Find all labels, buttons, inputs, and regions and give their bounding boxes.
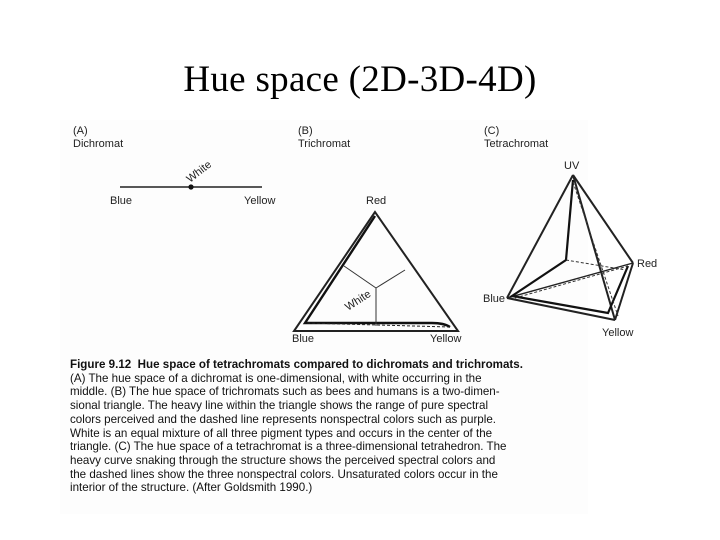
caption-line: colors perceived and the dashed line represents nonspectral colors such as purple. <box>70 412 496 426</box>
panel-b-letter: (B) <box>298 125 313 137</box>
caption-line: heavy curve snaking through the structure shows the perceived spectral colors and <box>70 453 496 467</box>
caption-line: White is an equal mixture of all three pigment types and occurs in the center of the <box>70 426 493 440</box>
label-b-yellow: Yellow <box>430 333 462 345</box>
label-a-blue: Blue <box>110 195 133 207</box>
spectral-color-curve <box>305 216 450 327</box>
label-b-white: White <box>343 288 374 314</box>
edge-uv-yellow <box>573 175 615 320</box>
label-b-red: Red <box>366 195 387 207</box>
label-c-yellow: Yellow <box>602 327 634 339</box>
nonspectral-dashed-3 <box>566 260 626 270</box>
label-c-red: Red <box>637 258 658 270</box>
trichromat-diagram <box>292 195 461 345</box>
label-c-uv: UV <box>564 160 580 172</box>
panel-a-letter: (A) <box>73 125 88 137</box>
figure-9-12 <box>60 120 658 514</box>
label-b-blue: Blue <box>292 333 315 345</box>
tetrachromat-diagram <box>483 160 657 339</box>
caption-heading <box>70 358 582 372</box>
dichromat-diagram <box>110 159 275 207</box>
figure-number: Figure 9.12 <box>70 358 132 371</box>
edge-blue-yellow <box>507 298 615 320</box>
panel-a-name: Dichromat <box>73 138 124 150</box>
caption-line: triangle. (C) The hue space of a tetrachromat is a three-dimensional tetrahedron. The <box>70 440 507 454</box>
label-a-white: White <box>184 158 215 186</box>
panel-c-name: Tetrachromat <box>484 138 549 150</box>
caption-line: (A) The hue space of a dichromat is one-dimensional, with white occurring in the <box>70 371 482 385</box>
nonspectral-dashed-1 <box>573 182 618 316</box>
slide-title: Hue space (2D-3D-4D) <box>183 59 537 100</box>
figure-title: Hue space of tetrachromats compared to dichromats and trichromats. <box>137 358 523 371</box>
panel-c-letter: (C) <box>484 125 500 137</box>
figure-caption <box>70 358 582 495</box>
caption-line: the dashed lines show the three nonspectral colors. Unsaturated colors occur in the <box>70 467 498 481</box>
edge-uv-red <box>573 175 633 263</box>
divider-line-2 <box>376 270 405 288</box>
panel-b-name: Trichromat <box>298 138 351 150</box>
divider-line-1 <box>344 266 376 288</box>
label-c-blue: Blue <box>483 293 506 305</box>
caption-line: interior of the structure. (After Goldsmith 1990.) <box>70 481 313 495</box>
caption-line: sional triangle. The heavy line within the triangle shows the range of pure spectral <box>70 399 489 413</box>
caption-line: middle. (B) The hue space of trichromats such as bees and humans is a two-dimen- <box>70 385 500 399</box>
label-a-yellow: Yellow <box>244 195 276 207</box>
edge-uv-blue <box>507 175 573 298</box>
edge-blue-red <box>507 263 633 298</box>
hue-space-diagrams <box>60 120 658 358</box>
